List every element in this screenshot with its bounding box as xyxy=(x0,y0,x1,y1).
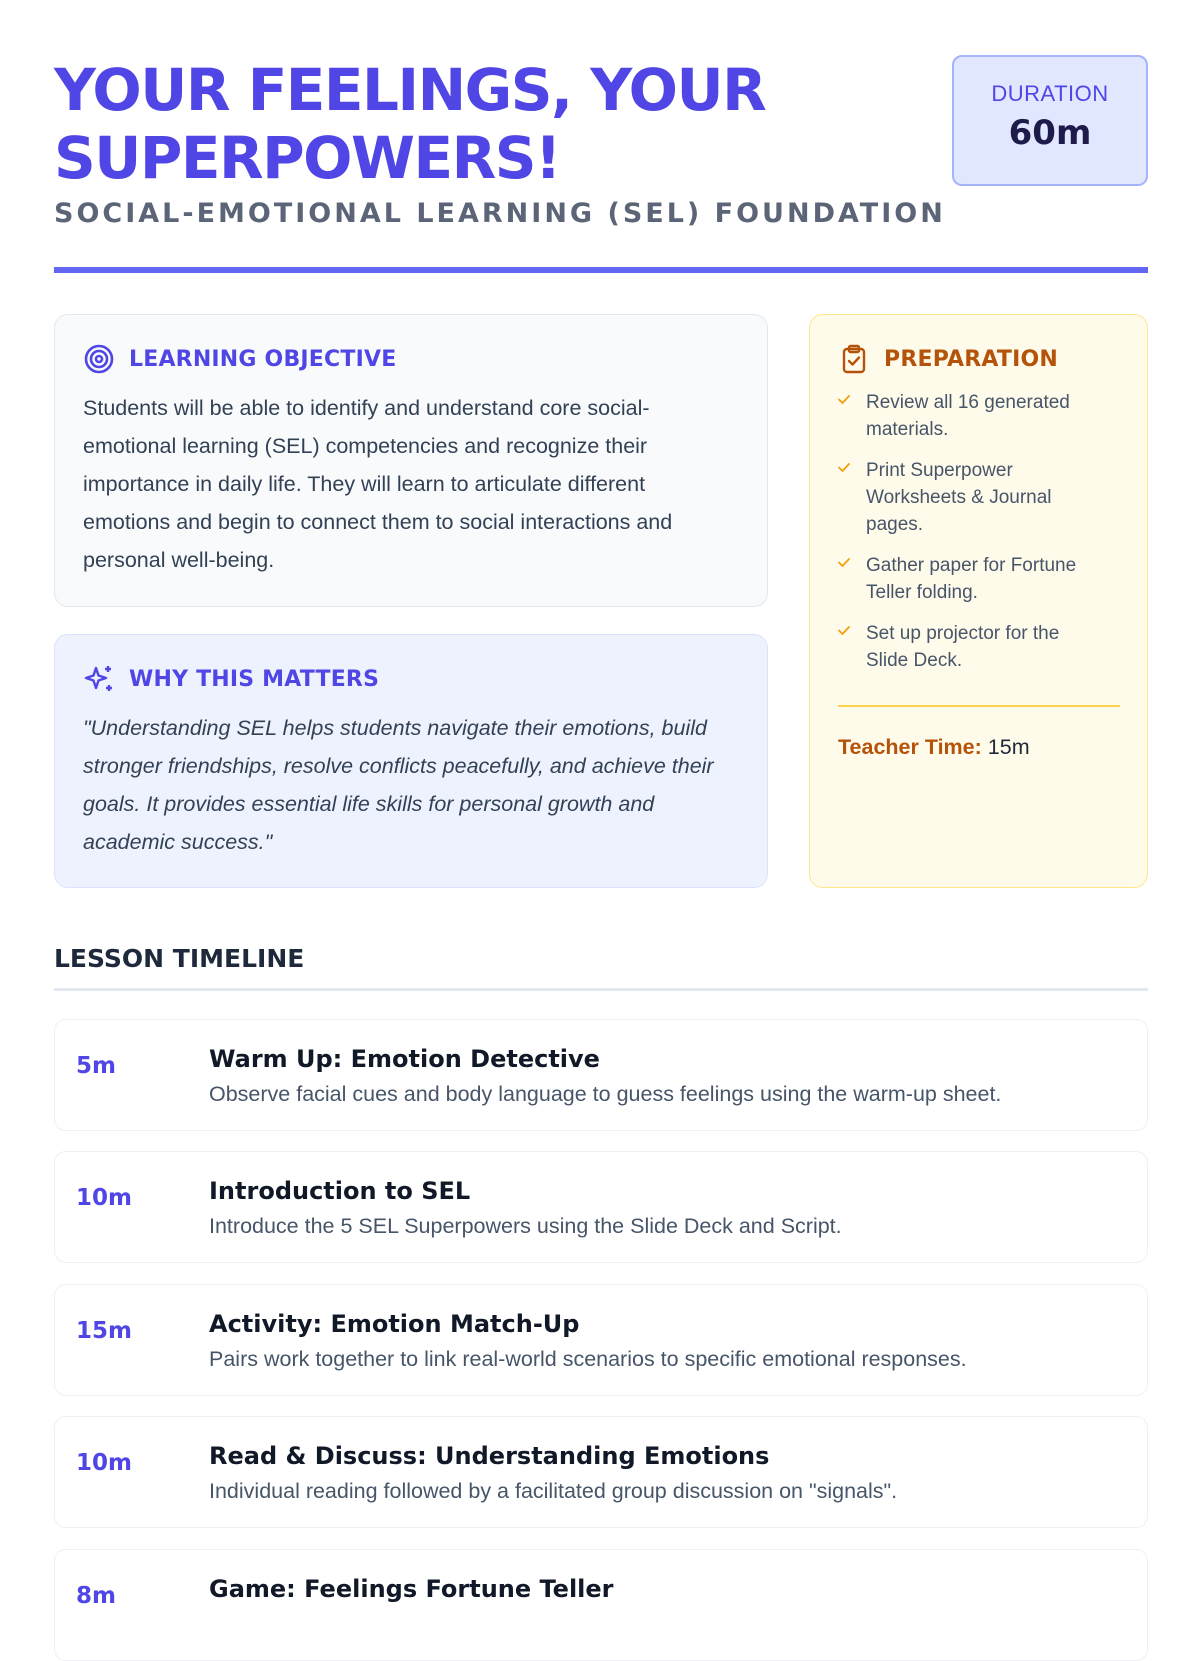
timeline-item-title: Warm Up: Emotion Detective xyxy=(209,1045,600,1073)
timeline-item xyxy=(54,1019,1148,1131)
preparation-item-text: Review all 16 generated materials. xyxy=(866,392,1070,440)
preparation-header xyxy=(838,343,1058,375)
preparation-divider xyxy=(838,705,1120,707)
preparation-item xyxy=(836,389,1106,443)
teacher-time xyxy=(838,735,1030,760)
timeline-item-description: Individual reading followed by a facilitated group discussion on "signals". xyxy=(209,1479,898,1503)
timeline-item-duration: 10m xyxy=(76,1185,132,1211)
learning-objective-heading: LEARNING OBJECTIVE xyxy=(129,346,397,372)
check-icon xyxy=(836,391,852,407)
why-this-matters-card xyxy=(54,634,768,888)
page-subtitle: SOCIAL-EMOTIONAL LEARNING (SEL) FOUNDATION xyxy=(54,198,946,229)
why-this-matters-heading: WHY THIS MATTERS xyxy=(129,666,380,692)
timeline-item-description: Pairs work together to link real-world scenarios to specific emotional responses. xyxy=(209,1347,967,1371)
why-this-matters-quote: "Understanding SEL helps students navigate their emotions, build stronger friendships, resolve conflicts peacefully, and achieve their goals. It provides essential life skills for personal growth and academic success." xyxy=(83,716,714,854)
clipboard-check-icon xyxy=(838,343,870,375)
preparation-item-text: Print Superpower Worksheets & Journal pages. xyxy=(866,460,1052,535)
timeline-item-duration: 5m xyxy=(76,1053,116,1079)
lesson-timeline-heading: LESSON TIMELINE xyxy=(54,944,305,973)
timeline-item-description: Observe facial cues and body language to guess feelings using the warm-up sheet. xyxy=(209,1082,1002,1106)
page-header xyxy=(54,56,1148,236)
timeline-item-title: Read & Discuss: Understanding Emotions xyxy=(209,1442,770,1470)
teacher-time-value: 15m xyxy=(987,735,1030,759)
timeline-item-title: Game: Feelings Fortune Teller xyxy=(209,1575,614,1603)
check-icon xyxy=(836,622,852,638)
timeline-divider xyxy=(54,988,1148,991)
timeline-item-duration: 10m xyxy=(76,1450,132,1476)
target-icon xyxy=(83,343,115,375)
check-icon xyxy=(836,459,852,475)
duration-label: DURATION xyxy=(991,81,1109,106)
why-this-matters-header xyxy=(83,663,379,695)
learning-objective-card xyxy=(54,314,768,607)
timeline-item xyxy=(54,1416,1148,1528)
preparation-list xyxy=(836,389,1106,688)
timeline-item-description: Introduce the 5 SEL Superpowers using the Slide Deck and Script. xyxy=(209,1214,842,1238)
preparation-card xyxy=(809,314,1148,888)
sparkles-icon xyxy=(83,663,115,695)
timeline-item-duration: 8m xyxy=(76,1583,116,1609)
timeline-item xyxy=(54,1284,1148,1396)
preparation-item xyxy=(836,620,1106,674)
learning-objective-header xyxy=(83,343,396,375)
timeline-item-title: Activity: Emotion Match-Up xyxy=(209,1310,580,1338)
teacher-time-label: Teacher Time: xyxy=(838,735,982,759)
timeline-item xyxy=(54,1151,1148,1263)
duration-value: 60m xyxy=(1008,113,1092,153)
learning-objective-text: Students will be able to identify and understand core social-emotional learning (SEL) competencies and recognize their importance in daily life. They will learn to articulate different emotions and begin to connect them to social interactions and personal well-being. xyxy=(83,396,673,572)
preparation-item-text: Set up projector for the Slide Deck. xyxy=(866,623,1060,671)
page-title: YOUR FEELINGS, YOUR SUPERPOWERS! xyxy=(54,56,766,192)
header-divider xyxy=(54,267,1148,273)
preparation-item xyxy=(836,552,1106,606)
timeline-item-duration: 15m xyxy=(76,1318,132,1344)
preparation-item-text: Gather paper for Fortune Teller folding. xyxy=(866,555,1077,603)
timeline-item-title: Introduction to SEL xyxy=(209,1177,471,1205)
duration-badge xyxy=(952,55,1148,186)
preparation-item xyxy=(836,457,1106,538)
check-icon xyxy=(836,554,852,570)
preparation-heading: PREPARATION xyxy=(884,346,1058,372)
timeline-item xyxy=(54,1549,1148,1661)
